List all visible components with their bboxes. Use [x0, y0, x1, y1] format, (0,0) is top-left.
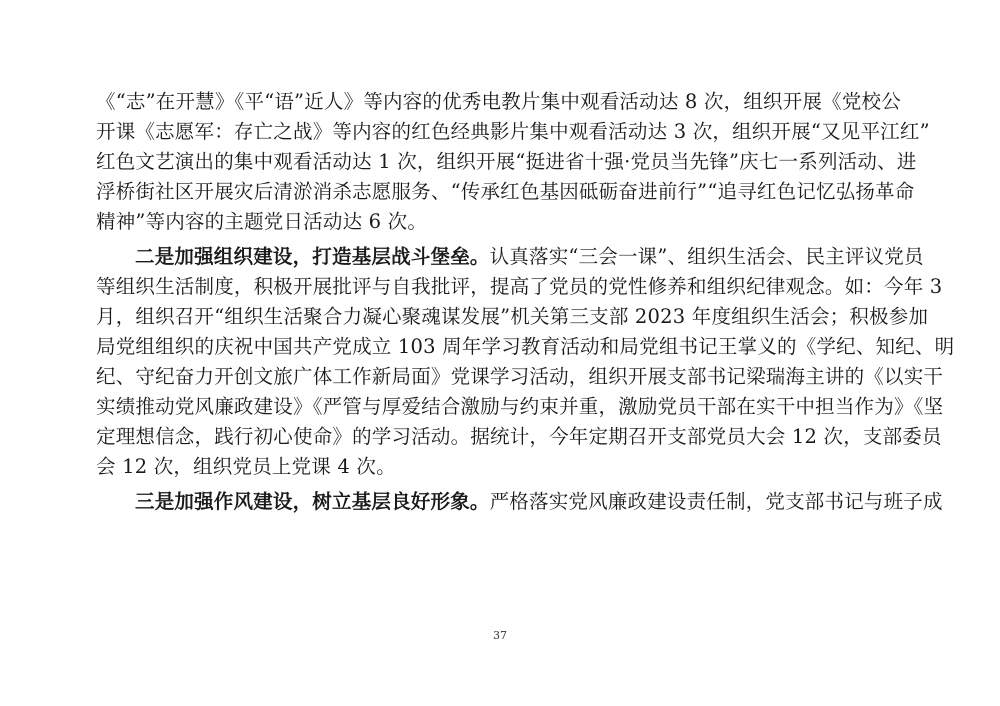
text-line: 浮桥街社区开展灾后清淤消杀志愿服务、“传承红色基因砥砺奋进前行”“追寻红色记忆弘扬革命 [96, 180, 915, 203]
text-line: 红色文艺演出的集中观看活动达 1 次，组织开展“挺进省十强·党员当先锋”庆七一系列活动、进 [96, 150, 917, 173]
text-line: 纪、守纪奋力开创文旅广体工作新局面》党课学习活动，组织开展支部书记梁瑞海主讲的《以实干 [96, 365, 944, 388]
paragraph-3 [96, 487, 943, 517]
page-number: 37 [493, 629, 507, 642]
text-line: 定理想信念，践行初心使命》的学习活动。据统计，今年定期召开支部党员大会 12 次，支部委员 [96, 425, 942, 448]
paragraph-heading: 二是加强组织建设，打造基层战斗堡垒。 [135, 245, 490, 268]
text-line [96, 487, 943, 517]
text-line: 等组织生活制度，积极开展批评与自我批评，提高了党员的党性修养和组织纪律观念。如：今年 3 [96, 275, 943, 298]
text-line: 《“志”在开慧》《平“语”近人》等内容的优秀电教片集中观看活动达 8 次，组织开展《党校公 [96, 90, 901, 113]
text-line: 会 12 次，组织党员上党课 4 次。 [96, 455, 396, 478]
paragraph-2-continued [96, 272, 955, 482]
text-line [96, 242, 926, 272]
paragraph-text: 认真落实“三会一课”、组织生活会、民主评议党员 [489, 245, 924, 268]
text-line: 月，组织召开“组织生活聚合力凝心聚魂谋发展”机关第三支部 2023 年度组织生活会；积极参加 [96, 305, 929, 328]
paragraph-text: 严格落实党风廉政建设责任制，党支部书记与班子成 [489, 490, 943, 513]
text-line: 开课《志愿军：存亡之战》等内容的红色经典影片集中观看活动达 3 次，组织开展“又见平江红” [96, 120, 930, 143]
body-text [96, 87, 955, 517]
text-line: 实绩推动党风廉政建设》《严管与厚爱结合激励与约束并重，激励党员干部在实干中担当作为》《坚 [96, 395, 944, 418]
paragraph-2 [96, 242, 926, 272]
text-line: 局党组组织的庆祝中国共产党成立 103 周年学习教育活动和局党组书记王掌义的《学纪、知纪、明 [96, 335, 955, 358]
text-line: 精神”等内容的主题党日活动达 6 次。 [96, 210, 428, 233]
paragraph-heading: 三是加强作风建设，树立基层良好形象。 [135, 490, 490, 513]
paragraph-1 [96, 87, 930, 237]
